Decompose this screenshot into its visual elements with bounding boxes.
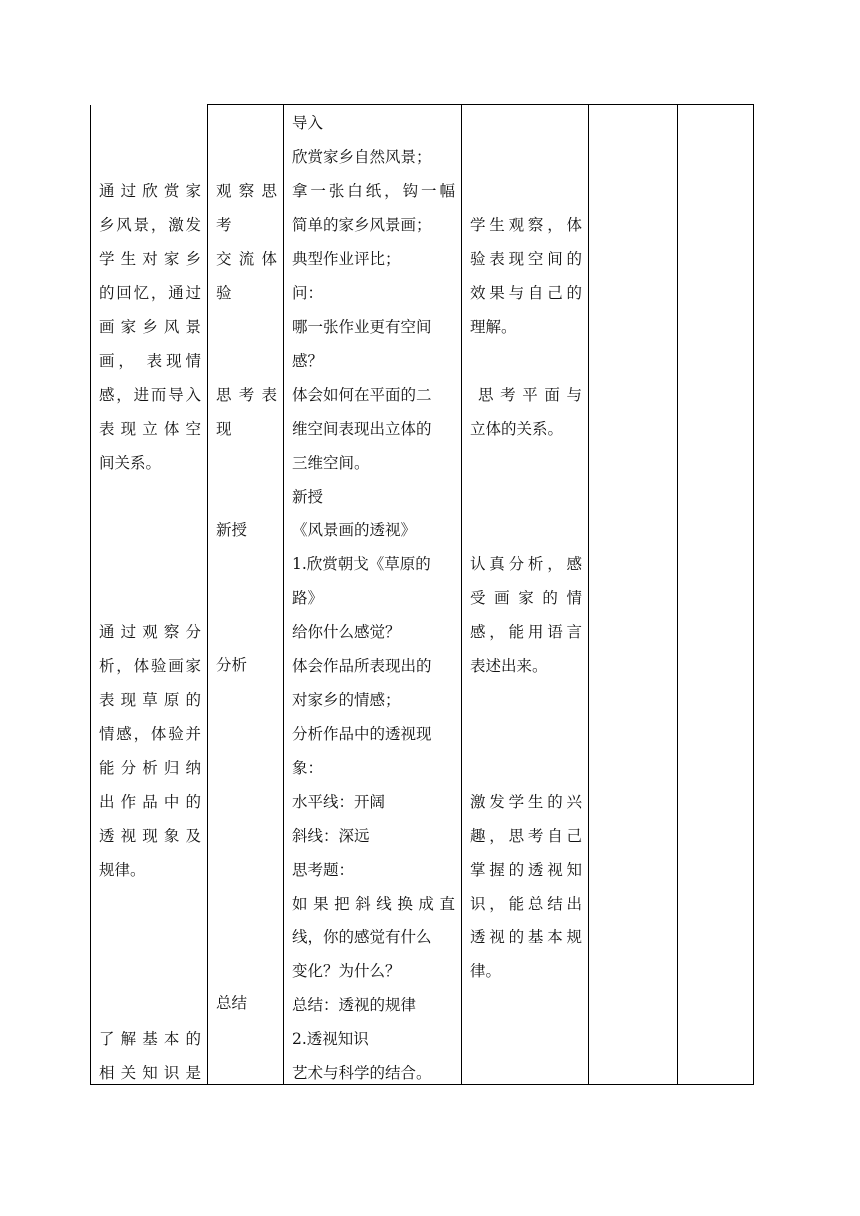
content-line: 导入 (292, 114, 324, 132)
column-teaching-content (284, 105, 462, 1085)
student-line: 理解。 (470, 318, 517, 336)
content-line: 体会如何在平面的二 (292, 386, 432, 404)
goal-line: 相关知识是 (99, 1063, 201, 1082)
content-line: 感？ (292, 352, 324, 370)
method-line: 总结 (216, 994, 248, 1012)
method-line: 新授 (216, 521, 248, 539)
content-line: 线，你的感觉有什么 (292, 928, 432, 946)
goal-line: 乡风景，激发 (99, 215, 201, 234)
student-line: 律。 (470, 962, 502, 980)
student-line: 透视的基本规 (470, 928, 582, 946)
method-line: 考 (216, 216, 232, 234)
student-line: 感，能用语言 (470, 623, 582, 641)
student-line: 掌握的透视知 (470, 861, 582, 879)
content-line: 如果把斜线换成直 (292, 895, 455, 913)
column-student-activity (462, 105, 589, 1085)
student-line: 学生观察，体 (470, 216, 582, 234)
content-line: 分析作品中的透视现 (292, 725, 432, 743)
goal-line: 表现立体空 (99, 419, 201, 438)
column-teaching-goal (91, 105, 208, 1085)
content-line: 变化？为什么？ (292, 962, 401, 980)
goal-line: 能分析归纳 (99, 758, 201, 777)
goal-line: 透视现象及 (99, 826, 201, 845)
goal-line: 画家乡风景 (99, 317, 201, 336)
content-line: 三维空间。 (292, 454, 370, 472)
goal-line: 规律。 (99, 860, 146, 879)
student-line: 受画家的情 (470, 589, 582, 607)
content-line: 水平线：开阔 (292, 793, 386, 811)
method-line: 现 (216, 420, 232, 438)
goal-line: 通过观察分 (99, 622, 201, 641)
content-line: 艺术与科学的结合。 (292, 1064, 432, 1082)
content-line: 简单的家乡风景画； (292, 216, 432, 234)
column-empty-2 (678, 105, 754, 1085)
column-empty-1 (589, 105, 678, 1085)
method-line: 验 (216, 284, 232, 302)
goal-line: 学生对家乡 (99, 249, 201, 268)
goal-line: 情感，体验并 (99, 724, 201, 743)
student-line: 识，能总结出 (470, 895, 582, 913)
goal-line: 通过欣赏家 (99, 181, 201, 200)
student-line: 认真分析，感 (470, 555, 582, 573)
content-line: 欣赏家乡自然风景； (292, 148, 432, 166)
content-line: 思考题： (292, 861, 355, 879)
goal-line: 间关系。 (99, 453, 162, 472)
content-line: 拿一张白纸，钩一幅 (292, 182, 455, 200)
content-line: 斜线：深远 (292, 827, 370, 845)
lesson-plan-table (90, 104, 754, 1085)
student-line: 效果与自己的 (470, 284, 582, 302)
content-line: 2.透视知识 (292, 1030, 369, 1048)
goal-line: 的回忆，通过 (99, 283, 201, 302)
content-line: 对家乡的情感； (292, 691, 401, 709)
content-line: 总结：透视的规律 (292, 996, 417, 1014)
content-line: 问： (292, 284, 324, 302)
student-line: 立体的关系。 (470, 420, 564, 438)
content-line: 典型作业评比； (292, 250, 401, 268)
method-line: 分析 (216, 656, 248, 674)
goal-line: 感，进而导入 (99, 385, 201, 404)
column-teaching-method (208, 105, 284, 1085)
student-line: 激发学生的兴 (470, 793, 582, 811)
goal-line: 画， 表现情 (99, 351, 201, 370)
student-line: 表述出来。 (470, 657, 548, 675)
content-line: 给你什么感觉？ (292, 623, 401, 641)
goal-line: 出作品中的 (99, 792, 201, 811)
content-line: 维空间表现出立体的 (292, 420, 432, 438)
content-line: 象： (292, 759, 324, 777)
student-line: 趣，思考自己 (470, 827, 582, 845)
goal-line: 析，体验画家 (99, 656, 201, 675)
content-line: 新授 (292, 488, 324, 506)
student-line: 验表现空间的 (470, 250, 582, 268)
content-line: 《风景画的透视》 (292, 521, 417, 539)
content-line: 路》 (292, 589, 324, 607)
goal-line: 了解基本的 (99, 1029, 201, 1048)
method-line: 交流体 (216, 250, 277, 268)
table-row (91, 105, 754, 1085)
goal-line: 表现草原的 (99, 690, 201, 709)
content-line: 体会作品所表现出的 (292, 657, 432, 675)
content-line: 1.欣赏朝戈《草原的 (292, 555, 431, 573)
content-line: 哪一张作业更有空间 (292, 318, 432, 336)
method-line: 思考表 (216, 386, 277, 404)
method-line: 观察思 (216, 182, 277, 200)
student-line: 思考平面与 (478, 386, 582, 404)
